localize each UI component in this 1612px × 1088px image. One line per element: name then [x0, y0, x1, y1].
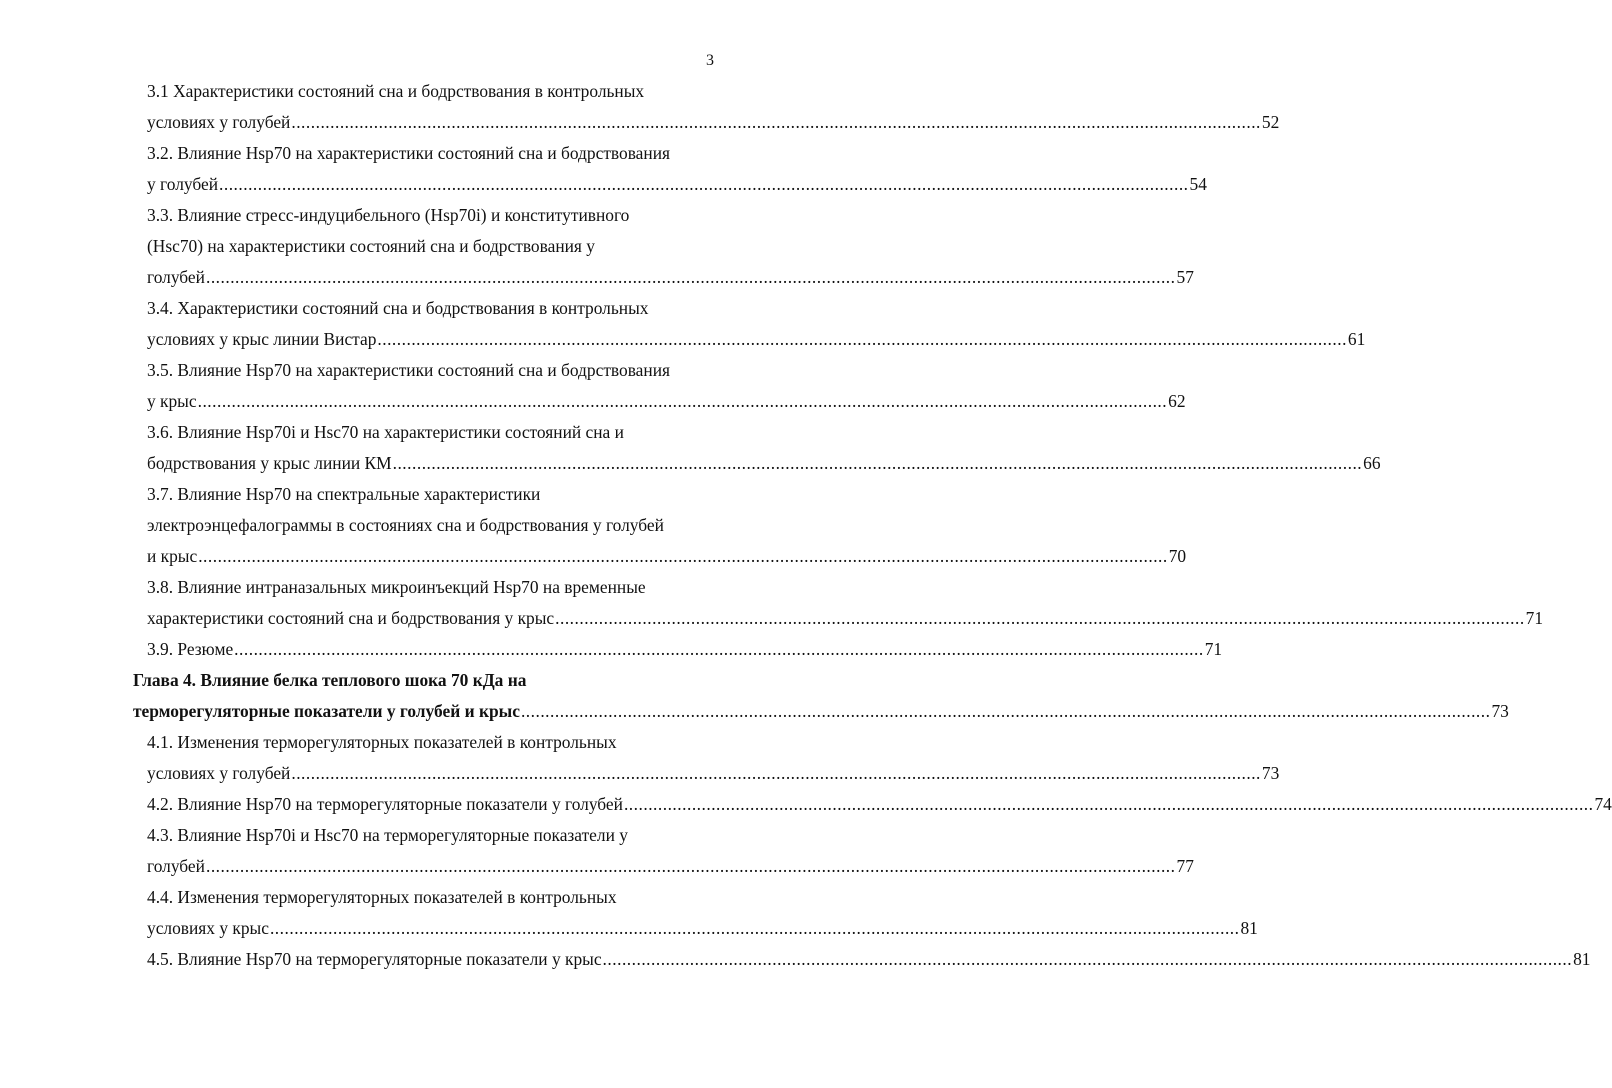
toc-entry-line: 3.9. Резюме — [147, 639, 234, 659]
toc-page-number: 52 — [1261, 112, 1280, 132]
toc-entry-line: у крыс — [147, 391, 197, 411]
toc-page-number: 73 — [1261, 763, 1280, 783]
toc-entry-line: 3.1 Характеристики состояний сна и бодрствования в контрольных — [147, 81, 645, 101]
dot-leader: ........................................................................................................................................................................................................ — [234, 639, 1204, 659]
dot-leader: ........................................................................................................................................................................................................ — [623, 794, 1594, 814]
dot-leader: ........................................................................................................................................................................................................ — [269, 918, 1240, 938]
toc-entry-4-3 — [0, 820, 1194, 882]
dot-leader: ........................................................................................................................................................................................................ — [205, 856, 1176, 876]
toc-entry-line: 3.6. Влияние Hsp70i и Hsc70 на характеристики состояний сна и — [147, 422, 624, 442]
toc-chapter-4 — [0, 665, 1509, 727]
dot-leader: ........................................................................................................................................................................................................ — [291, 763, 1261, 783]
toc-entry-last-line — [0, 603, 1544, 634]
toc-page-number: 81 — [1573, 949, 1591, 969]
toc-entry-last-line — [0, 541, 1187, 572]
toc-chapter-title-line: терморегуляторные показатели у голубей и крыс — [133, 701, 520, 721]
toc-entry-last-line — [0, 851, 1194, 882]
toc-entry-last-line — [0, 169, 1207, 200]
toc-entry-last-line — [0, 448, 1381, 479]
toc-page-number: 81 — [1240, 918, 1258, 938]
toc-entry-3-3 — [0, 200, 1194, 293]
toc-entry-3-5 — [0, 355, 1186, 417]
toc-entry-3-1 — [0, 76, 1280, 138]
toc-entry-line: бодрствования у крыс линии КМ — [147, 453, 392, 473]
toc-entry-line: условиях у голубей — [147, 112, 291, 132]
toc-page-number: 54 — [1189, 174, 1207, 194]
toc-entry-last-line — [0, 789, 1612, 820]
toc-page-number: 61 — [1347, 329, 1366, 349]
toc-entry-4-2 — [0, 789, 1612, 820]
toc-entry-4-4 — [0, 882, 1258, 944]
dot-leader: ........................................................................................................................................................................................................ — [602, 949, 1573, 969]
toc-entry-line: характеристики состояний сна и бодрствования у крыс — [147, 608, 555, 628]
toc-chapter-title-line: Глава 4. Влияние белка теплового шока 70 кДа на — [133, 670, 527, 690]
toc-entry-3-6 — [0, 417, 1381, 479]
dot-leader: ........................................................................................................................................................................................................ — [197, 391, 1168, 411]
toc-entry-line: 3.5. Влияние Hsp70 на характеристики состояний сна и бодрствования — [147, 360, 671, 380]
toc-page-number: 66 — [1363, 453, 1381, 473]
toc-page-number: 77 — [1176, 856, 1194, 876]
toc-entry-line: голубей — [147, 856, 205, 876]
toc-entry-line: условиях у крыс линии Вистар — [147, 329, 377, 349]
toc-entry-line: 3.4. Характеристики состояний сна и бодрствования в контрольных — [147, 298, 649, 318]
toc-entry-line: голубей — [147, 267, 205, 287]
toc-entry-line: 4.5. Влияние Hsp70 на терморегуляторные показатели у крыс — [147, 949, 602, 969]
toc-entry-line: 3.8. Влияние интраназальных микроинъекций Hsp70 на временные — [147, 577, 646, 597]
dot-leader: ........................................................................................................................................................................................................ — [392, 453, 1363, 473]
dot-leader: ........................................................................................................................................................................................................ — [198, 546, 1168, 566]
toc-entry-3-9 — [0, 634, 1223, 665]
toc-entry-line: 4.2. Влияние Hsp70 на терморегуляторные показатели у голубей — [147, 794, 623, 814]
toc-page-number: 70 — [1168, 546, 1187, 566]
dot-leader: ........................................................................................................................................................................................................ — [205, 267, 1176, 287]
toc-entry-line: электроэнцефалограммы в состояниях сна и бодрствования у голубей — [147, 515, 664, 535]
dot-leader: ........................................................................................................................................................................................................ — [291, 112, 1261, 132]
toc-entry-line: условиях у голубей — [147, 763, 291, 783]
toc-entry-3-2 — [0, 138, 1207, 200]
dot-leader: ........................................................................................................................................................................................................ — [520, 701, 1491, 721]
toc-entry-last-line — [0, 107, 1280, 138]
toc-entry-last-line — [0, 324, 1366, 355]
toc-page-number: 73 — [1491, 701, 1509, 721]
dot-leader: ........................................................................................................................................................................................................ — [219, 174, 1189, 194]
toc-entry-4-5 — [0, 944, 1591, 975]
toc-entry-4-1 — [0, 727, 1280, 789]
toc-entry-line: условиях у крыс — [147, 918, 269, 938]
toc-entry-last-line — [0, 386, 1186, 417]
toc-entry-line: 4.3. Влияние Hsp70i и Hsc70 на терморегуляторные показатели у — [147, 825, 628, 845]
toc-page-number: 74 — [1594, 794, 1612, 814]
toc-entry-last-line — [0, 696, 1509, 727]
toc-entry-last-line — [0, 944, 1591, 975]
toc-page-number: 62 — [1168, 391, 1186, 411]
toc-entry-line: 3.2. Влияние Hsp70 на характеристики состояний сна и бодрствования — [147, 143, 671, 163]
toc-page-number: 71 — [1204, 639, 1223, 659]
toc-entry-3-7 — [0, 479, 1187, 572]
dot-leader: ........................................................................................................................................................................................................ — [377, 329, 1347, 349]
toc-entry-line: 3.7. Влияние Hsp70 на спектральные характеристики — [147, 484, 541, 504]
toc-entry-3-4 — [0, 293, 1366, 355]
toc-entry-last-line — [0, 758, 1280, 789]
toc-entry-line: 3.3. Влияние стресс-индуцибельного (Hsp70i) и конститутивного — [147, 205, 630, 225]
toc-entry-last-line — [0, 913, 1258, 944]
toc-entry-line: у голубей — [147, 174, 218, 194]
toc-entry-line: 4.4. Изменения терморегуляторных показателей в контрольных — [147, 887, 617, 907]
toc-page-number: 71 — [1525, 608, 1544, 628]
toc-entry-line: и крыс — [147, 546, 198, 566]
toc-page-number: 57 — [1176, 267, 1194, 287]
toc-entry-last-line — [0, 634, 1223, 665]
dot-leader: ........................................................................................................................................................................................................ — [555, 608, 1525, 628]
toc-entry-line: 4.1. Изменения терморегуляторных показателей в контрольных — [147, 732, 617, 752]
table-of-contents — [0, 76, 1612, 975]
toc-entry-line: (Hsc70) на характеристики состояний сна и бодрствования у — [147, 236, 595, 256]
page-number: 3 — [706, 52, 714, 69]
toc-entry-last-line — [0, 262, 1194, 293]
toc-entry-3-8 — [0, 572, 1544, 634]
